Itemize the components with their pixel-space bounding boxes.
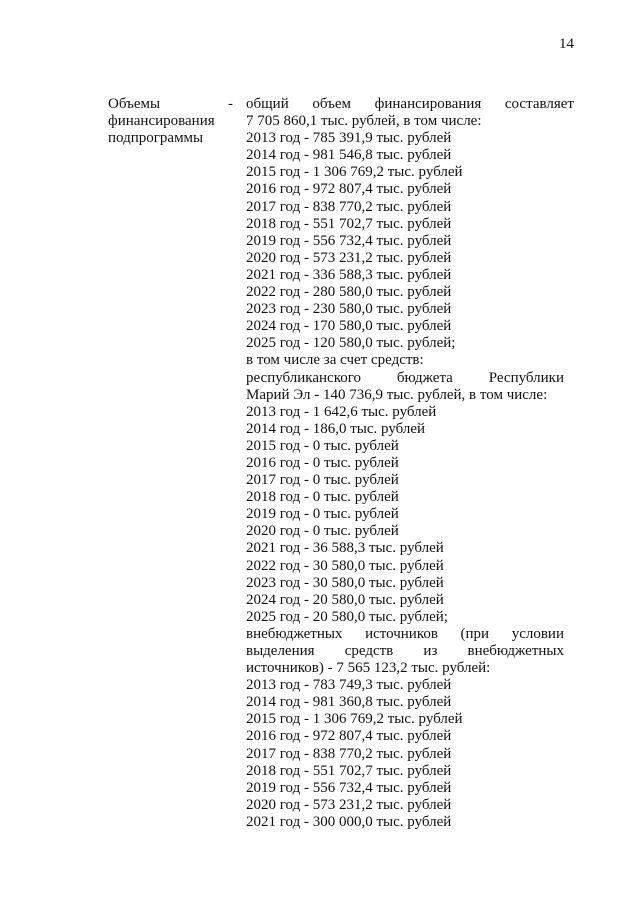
section-label-line: подпрограммы: [108, 130, 204, 146]
republic-year-item: 2020 год - 0 тыс. рублей: [246, 523, 399, 540]
intro-total: 7 705 860,1 тыс. рублей, в том числе:: [246, 113, 482, 130]
intro-word: финансирования: [374, 96, 482, 112]
extrabudget-word: из: [423, 643, 438, 659]
republic-year-item: 2022 год - 30 580,0 тыс. рублей: [246, 557, 444, 574]
total-year-item: 2020 год - 573 231,2 тыс. рублей: [246, 249, 452, 266]
financing-content: [246, 96, 574, 831]
republic-year-item: 2021 год - 36 588,3 тыс. рублей: [246, 540, 444, 557]
total-year-item: 2022 год - 280 580,0 тыс. рублей: [246, 284, 452, 301]
extrabudget-year-item: 2018 год - 551 702,7 тыс. рублей: [246, 762, 452, 779]
intro-word: объем: [312, 96, 352, 112]
extrabudget-line-2: [246, 643, 564, 660]
republic-year-item: 2013 год - 1 642,6 тыс. рублей: [246, 403, 437, 420]
extrabudget-word: (при: [460, 625, 490, 642]
republic-year-item: 2014 год - 186,0 тыс. рублей: [246, 420, 426, 437]
extrabudget-word: источников: [365, 625, 438, 642]
total-year-item: 2013 год - 785 391,9 тыс. рублей: [246, 130, 452, 147]
extrabudget-year-item: 2021 год - 300 000,0 тыс. рублей: [246, 813, 452, 830]
republic-year-item: 2019 год - 0 тыс. рублей: [246, 506, 399, 523]
republic-year-item: 2025 год - 20 580,0 тыс. рублей;: [246, 608, 448, 625]
total-year-item: 2018 год - 551 702,7 тыс. рублей: [246, 215, 452, 232]
total-year-item: 2016 год - 972 807,4 тыс. рублей: [246, 181, 452, 198]
extrabudget-line-1: [246, 626, 564, 643]
extrabudget-word: выделения: [246, 643, 315, 659]
separator-dash: -: [228, 96, 233, 112]
extrabudget-year-item: 2013 год - 783 749,3 тыс. рублей: [246, 677, 452, 694]
republic-year-item: 2024 год - 20 580,0 тыс. рублей: [246, 591, 444, 608]
extrabudget-years-list: [246, 677, 564, 831]
republic-word: Республики: [488, 369, 564, 386]
extrabudget-total: источников) - 7 565 123,2 тыс. рублей:: [246, 660, 491, 677]
extrabudget-word: средств: [344, 643, 394, 659]
extrabudget-year-item: 2019 год - 556 732,4 тыс. рублей: [246, 779, 452, 796]
extrabudget-year-item: 2017 год - 838 770,2 тыс. рублей: [246, 745, 452, 762]
extrabudget-year-item: 2014 год - 981 360,8 тыс. рублей: [246, 694, 452, 711]
republic-year-item: 2018 год - 0 тыс. рублей: [246, 489, 399, 506]
republic-year-item: 2023 год - 30 580,0 тыс. рублей: [246, 574, 444, 591]
republic-word: республиканского: [246, 369, 361, 386]
extrabudget-year-item: 2020 год - 573 231,2 тыс. рублей: [246, 796, 452, 813]
intro-word: общий: [246, 96, 289, 112]
sources-intro: в том числе за счет средств:: [246, 352, 424, 369]
section-label: [108, 96, 228, 147]
page-number: 14: [559, 36, 574, 52]
intro-word: составляет: [504, 96, 574, 112]
intro-line: [246, 96, 574, 113]
total-year-item: 2023 год - 230 580,0 тыс. рублей: [246, 301, 452, 318]
total-years-list: [246, 130, 564, 352]
extrabudget-word: внебюджетных: [467, 643, 564, 659]
total-year-item: 2015 год - 1 306 769,2 тыс. рублей: [246, 164, 463, 181]
total-year-item: 2024 год - 170 580,0 тыс. рублей: [246, 318, 452, 335]
section-label-line: финансирования: [108, 113, 215, 129]
total-year-item: 2014 год - 981 546,8 тыс. рублей: [246, 147, 452, 164]
republic-total: Марий Эл - 140 736,9 тыс. рублей, в том числе:: [246, 386, 548, 403]
extrabudget-word: условии: [511, 625, 564, 642]
extrabudget-year-item: 2016 год - 972 807,4 тыс. рублей: [246, 728, 452, 745]
republic-line: [246, 370, 564, 387]
section-label-line: Объемы: [108, 96, 161, 112]
republic-year-item: 2016 год - 0 тыс. рублей: [246, 454, 399, 471]
total-year-item: 2017 год - 838 770,2 тыс. рублей: [246, 198, 452, 215]
extrabudget-word: внебюджетных: [246, 625, 343, 642]
total-year-item: 2019 год - 556 732,4 тыс. рублей: [246, 232, 452, 249]
republic-word: бюджета: [396, 369, 453, 386]
total-year-item: 2021 год - 336 588,3 тыс. рублей: [246, 266, 452, 283]
republic-years-list: [246, 404, 564, 626]
extrabudget-year-item: 2015 год - 1 306 769,2 тыс. рублей: [246, 711, 463, 728]
republic-year-item: 2015 год - 0 тыс. рублей: [246, 437, 399, 454]
republic-year-item: 2017 год - 0 тыс. рублей: [246, 472, 399, 489]
total-year-item: 2025 год - 120 580,0 тыс. рублей;: [246, 335, 456, 352]
